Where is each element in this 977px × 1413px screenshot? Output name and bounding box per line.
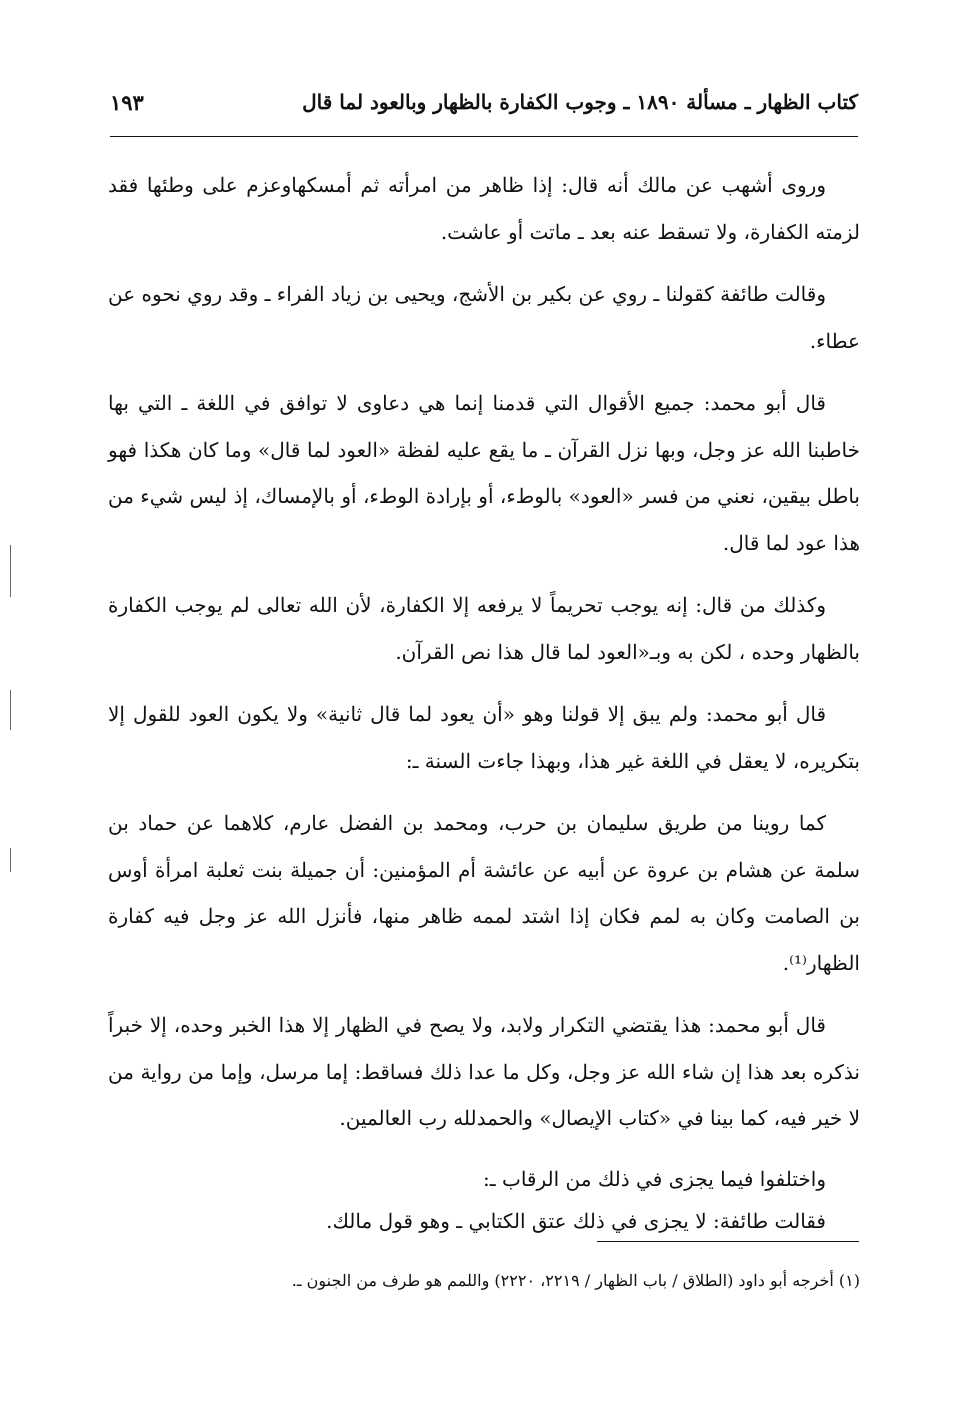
scan-margin-mark — [10, 545, 11, 597]
paragraph: وكذلك من قال: إنه يوجب تحريماً لا يرفعه إلا الكفارة، لأن الله تعالى لم يوجب الكفارة بالظهار وحده ، لكن به وبـ«العود لما قال هذا نص القرآن. — [108, 593, 860, 664]
header-divider — [110, 136, 858, 137]
paragraph: وروى أشهب عن مالك أنه قال: إذا ظاهر من امرأته ثم أمسكهاوعزم على وطئها فقد لزمته الكفارة، ولا تسقط عنه بعد ـ ماتت أو عاشت. — [108, 173, 860, 244]
header-title: كتاب الظهار ـ مسألة ١٨٩٠ ـ وجوب الكفارة بالظهار وبالعود لما قال — [302, 90, 858, 114]
main-text — [108, 162, 860, 1242]
scan-margin-mark — [10, 848, 11, 872]
closing-line: فقالت طائفة: لا يجزى في ذلك عتق الكتابي ـ وهو قول مالك. — [326, 1208, 826, 1233]
paragraph: قال أبو محمد: ولم يبق إلا قولنا وهو «أن يعود لما قال ثانية» ولا يكون العود للقول إلا بتكريره، لا يعقل في اللغة غير هذا، وبهذا جاءت السنة ـ: — [108, 702, 860, 773]
paragraph: وقالت طائفة كقولنا ـ روي عن بكير بن الأشج، ويحيى بن زياد الفراء ـ وقد روي نحوه عن عطاء. — [108, 282, 860, 353]
paragraph: قال أبو محمد: جميع الأقوال التي قدمنا إنما هي دعاوى لا توافق في اللغة ـ التي بها خاطبنا الله عز وجل، وبها نزل القرآن ـ ما يقع عليه لفظة «العود لما قال» وما كان هكذا فهو باطل بيقين، نعني من فسر «العود» بالوطء، أو بإرادة الوطء، أو بالإمساك، إذ ليس شيء من هذا عود لما قال. — [108, 391, 860, 555]
paragraph: قال أبو محمد: هذا يقتضي التكرار ولابد، ولا يصح في الظهار إلا هذا الخبر وحده، إلا خبراً نذكره بعد هذا إن شاء الله عز وجل، وكل ما عدا ذلك فساقط: إما مرسل، وإما من رواية من لا خير فيه، كما بينا في «كتاب الإيصال» والحمدلله رب العالمين. — [108, 1013, 861, 1130]
footnote: (١) أخرجه أبو داود (الطلاق / باب الظهار / ٢٢١٩، ٢٢٢٠) واللمم هو طرف من الجنون ـ. — [291, 1271, 860, 1290]
closing-line: واختلفوا فيما يجزى في ذلك من الرقاب ـ: — [483, 1166, 826, 1191]
scan-margin-mark — [10, 690, 11, 730]
footnote-divider — [597, 1241, 859, 1242]
page-number: ١٩٣ — [110, 90, 144, 115]
paragraph: كما روينا من طريق سليمان بن حرب، ومحمد بن الفضل عارم، كلاهما عن حماد بن سلمة عن هشام بن عروة عن أبيه عن عائشة أم المؤمنين: أن جميلة بنت ثعلبة امرأة أوس بن الصامت وكان به لمم فكان إذا اشتد لممه ظاهر منها، فأنزل الله عز وجل فيه كفارة الظهار⁽¹⁾. — [108, 811, 860, 975]
running-header — [110, 84, 858, 124]
